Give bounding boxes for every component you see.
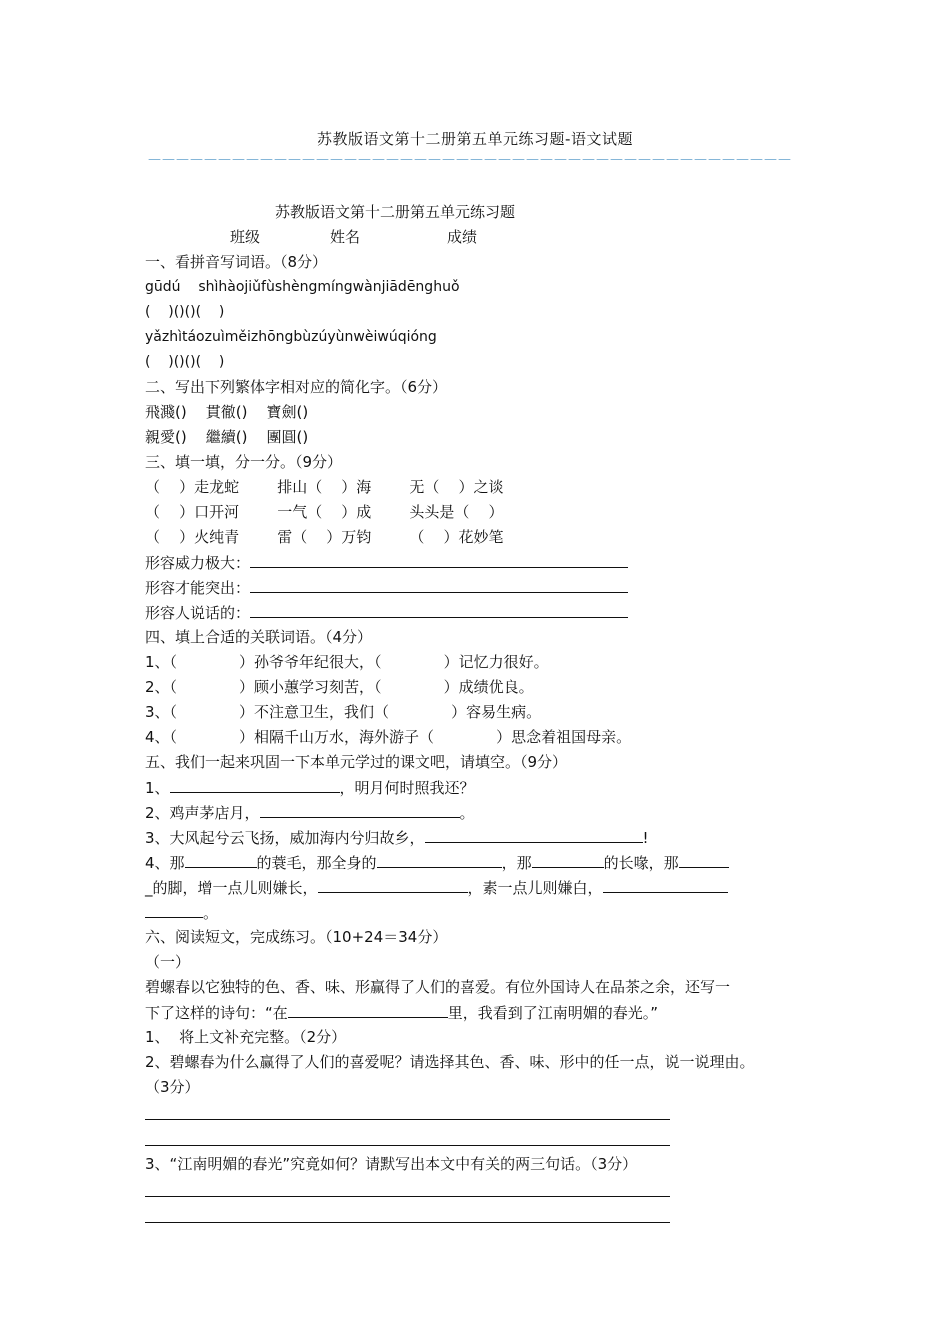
reading-text: 下了这样的诗句：“在: [145, 1004, 288, 1022]
reading-paragraph-line-1: 碧螺春以它独特的色、香、味、形赢得了人们的喜爱。有位外国诗人在品茶之余，还写一: [145, 978, 731, 996]
item-number: 4、（: [145, 728, 178, 746]
recite-line-2: [145, 800, 825, 825]
section-4-heading: 四、填上合适的关联词语。（4分）: [145, 628, 373, 646]
idiom-row-1: （ ）走龙蛇 排山（ ）海 无（ ）之谈: [145, 478, 504, 496]
idiom-row-2: （ ）口开河 一气（ ）成 头头是（ ）: [145, 503, 504, 521]
poem-text: 的长喙，那: [603, 854, 679, 872]
poem-text: _的脚，增一点儿则嫌长，: [145, 879, 318, 897]
poem-text: 。: [459, 804, 475, 822]
poem-text: ，素一点儿则嫌白，: [467, 879, 603, 897]
reading-subheading: （一）: [145, 953, 191, 971]
answer-blank[interactable]: [679, 850, 729, 868]
answer-line[interactable]: [145, 1100, 670, 1120]
traditional-row-1: 飛濺() 貫徹() 寶劍(): [145, 403, 309, 421]
section-6-heading: 六、阅读短文，完成练习。（10+24＝34分）: [145, 928, 448, 946]
worksheet-title: 苏教版语文第十二册第五单元练习题: [275, 203, 516, 221]
idiom-row-3: （ ）火纯青 雷（ ）万钧 （ ）花妙笔: [145, 528, 504, 546]
item-number: 3、（: [145, 703, 178, 721]
item-text: ）不注意卫生，我们（: [239, 703, 390, 721]
recite-line-1: [145, 775, 825, 800]
header-divider: ——————————————————————————————————————————————: [148, 152, 792, 166]
poem-text: 2、鸡声茅店月，: [145, 804, 260, 822]
poem-text: ，那: [501, 854, 532, 872]
conjunction-item-1: [145, 650, 825, 675]
poem-text: 。: [203, 904, 219, 922]
answer-blank[interactable]: [185, 850, 257, 868]
poem-text: ，明月何时照我还？: [339, 779, 475, 797]
poem-text: !: [642, 829, 649, 847]
name-label: 姓名: [330, 228, 361, 246]
answer-line[interactable]: [145, 1177, 670, 1197]
answer-blank[interactable]: [318, 875, 468, 893]
answer-blank[interactable]: [377, 850, 502, 868]
answer-parens-1: ( )()()( ): [145, 304, 225, 320]
poem-text: 4、那: [145, 854, 185, 872]
student-info-row: [145, 225, 825, 250]
answer-blank[interactable]: [260, 800, 460, 818]
reading-text: 里，我看到了江南明媚的春光。”: [447, 1004, 659, 1022]
reading-question-2-points: （3分）: [145, 1078, 200, 1096]
header-title: 苏教版语文第十二册第五单元练习题-语文试题: [317, 130, 633, 148]
answer-blank[interactable]: [603, 875, 728, 893]
item-number: 1、（: [145, 653, 178, 671]
answer-blank[interactable]: [288, 1000, 448, 1018]
answer-blank[interactable]: [425, 825, 643, 843]
classify-label-talent: 形容才能突出：: [145, 579, 251, 597]
item-text: ）顾小蕙学习刻苦，（: [239, 678, 382, 696]
score-label: 成绩: [447, 228, 478, 246]
section-2-heading: 二、写出下列繁体字相对应的简化字。（6分）: [145, 378, 448, 396]
conjunction-item-3: [145, 700, 825, 725]
section-3-heading: 三、填一填，分一分。（9分）: [145, 453, 343, 471]
poem-text: 3、大风起兮云飞扬，威加海内兮归故乡，: [145, 829, 425, 847]
classify-line-2: [145, 575, 825, 600]
reading-question-1: 1、 将上文补充完整。（2分）: [145, 1028, 347, 1046]
pinyin-line-2: yǎzhìtáozuìměizhōngbùzúyùnwèiwúqióng: [145, 329, 437, 345]
answer-blank[interactable]: [250, 575, 628, 593]
classify-line-3: [145, 600, 825, 625]
answer-line[interactable]: [145, 1126, 670, 1146]
reading-question-3: 3、“江南明媚的春光”究竟如何？请默写出本文中有关的两三句话。（3分）: [145, 1155, 638, 1173]
answer-blank[interactable]: [145, 900, 203, 918]
answer-blank[interactable]: [532, 850, 604, 868]
item-text: ）成绩优良。: [443, 678, 534, 696]
item-text: ）孙爷爷年纪很大，（: [239, 653, 382, 671]
item-text: ）容易生病。: [451, 703, 542, 721]
classify-label-speech: 形容人说话的：: [145, 604, 251, 622]
recite-line-3: [145, 825, 825, 850]
poem-text: 的蓑毛，那全身的: [256, 854, 377, 872]
item-number: 1、: [145, 779, 170, 797]
answer-blank[interactable]: [250, 550, 628, 568]
conjunction-item-2: [145, 675, 825, 700]
traditional-row-2: 親愛() 繼續() 團圓(): [145, 428, 309, 446]
section-5-heading: 五、我们一起来巩固一下本单元学过的课文吧，请填空。（9分）: [145, 753, 568, 771]
reading-paragraph-line-2: [145, 1000, 825, 1025]
recite-line-5: [145, 875, 825, 900]
item-text: ）记忆力很好。: [443, 653, 549, 671]
item-text: ）相隔千山万水，海外游子（: [239, 728, 435, 746]
section-1-heading: 一、看拼音写词语。（8分）: [145, 253, 328, 271]
classify-line-1: [145, 550, 825, 575]
answer-line[interactable]: [145, 1203, 670, 1223]
conjunction-item-4: [145, 725, 825, 750]
reading-question-2: 2、碧螺春为什么赢得了人们的喜爱呢？请选择其色、香、味、形中的任一点，说一说理由。: [145, 1053, 755, 1071]
classify-label-power: 形容威力极大：: [145, 554, 251, 572]
answer-blank[interactable]: [250, 600, 628, 618]
answer-blank[interactable]: [170, 775, 340, 793]
class-label: 班级: [230, 228, 261, 246]
worksheet-body: [145, 200, 825, 1229]
recite-line-6: [145, 900, 825, 925]
item-number: 2、（: [145, 678, 178, 696]
recite-line-4: [145, 850, 825, 875]
pinyin-line-1: gūdú shìhàojiǔfùshèngmíngwànjiādēnghuǒ: [145, 279, 460, 295]
item-text: ）思念着祖国母亲。: [496, 728, 632, 746]
answer-parens-2: ( )()()( ): [145, 354, 225, 370]
